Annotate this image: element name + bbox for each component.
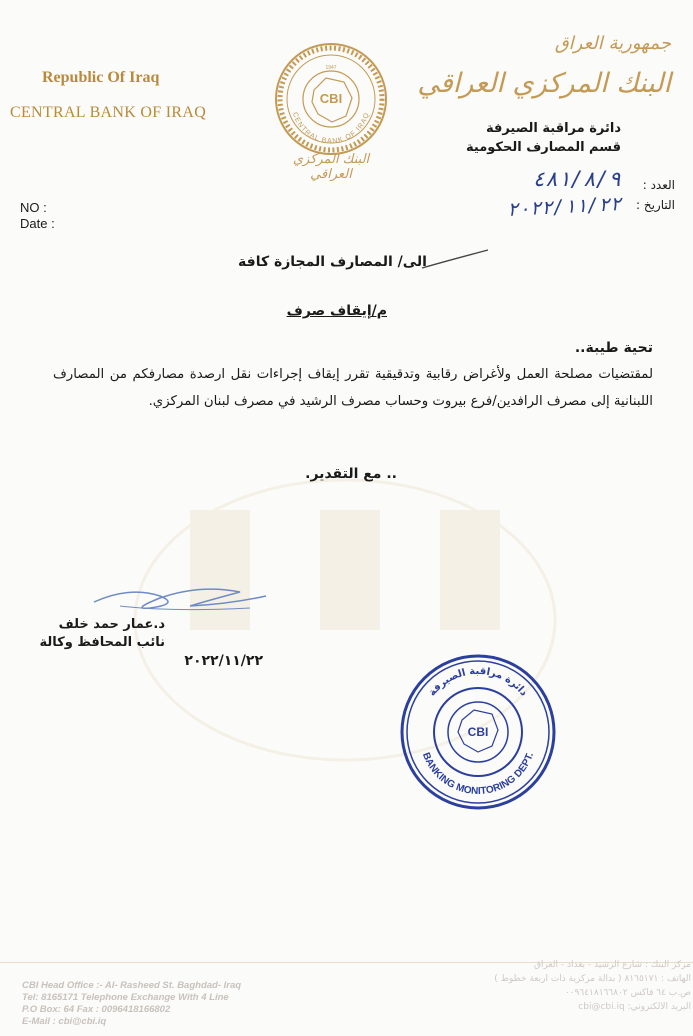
date-label-ar: التاريخ :	[635, 198, 675, 212]
logo-ring-text: CENTRAL BANK OF IRAQ	[291, 111, 371, 146]
greeting: تحية طيبة..	[574, 340, 653, 356]
date-label-en: Date :	[20, 216, 55, 231]
republic-title-en: Republic Of Iraq	[42, 69, 160, 86]
footer-email-en: E-Mail : cbi@cbi.iq	[22, 1016, 107, 1027]
footer-address-ar: مركز البنك : شارع الرشيد - بغداد - العراق	[533, 960, 691, 970]
handwritten-signature	[90, 578, 270, 618]
section-name: قسم المصارف الحكومية	[466, 140, 621, 155]
number-label-ar: العدد :	[642, 178, 675, 192]
logo-arabic-caption: البنك المركزي العراقي	[292, 152, 370, 182]
reference-date: ٢٠٢٢/١١/٢٢	[506, 193, 622, 221]
signature-date: ٢٠٢٢/١١/٢٢	[184, 653, 263, 669]
signer-name: د.عمار حمد خلف	[58, 617, 165, 632]
closing-line: .. مع التقدير.	[305, 466, 397, 482]
logo-year: 1947	[325, 65, 337, 71]
republic-title-ar: جمهورية العراق	[554, 33, 671, 54]
department-name: دائرة مراقبة الصيرفة	[485, 121, 621, 136]
logo-text: CBI	[319, 91, 343, 106]
letter-body: لمقتضيات مصلحة العمل ولأغراض رقابية وتدقيقية تقرر إيقاف إجراءات نقل ارصدة مصارفكم من المصارف اللبنانية إلى مصرف الرافدين/فرع بيروت وحساب مصرف الرشيد في مصرف لبنان المركزي.	[53, 367, 653, 409]
footer-email-ar: البريد الالكتروني: cbi@cbi.iq	[578, 1002, 691, 1012]
bank-title-ar: البنك المركزي العراقي	[417, 68, 671, 99]
footer-phone-ar: الهاتف : ٨١٦٥١٧١ ( بدالة مركزية ذات اربعة خطوط )	[494, 974, 691, 984]
bank-title-en: CENTRAL BANK OF IRAQ	[10, 104, 207, 121]
footer-address-en: CBI Head Office :- Al- Rasheed St. Baghdad- Iraq	[22, 980, 242, 991]
footer-pobox-en: P.O Box: 64 Fax : 0096418166802	[22, 1004, 171, 1015]
recipient-line: الى/ المصارف المجازة كافة	[238, 254, 427, 270]
stamp-center-text: CBI	[467, 725, 489, 739]
department-stamp	[398, 652, 558, 812]
stamp-ring-ar: دائرة مراقبة الصيرفة	[426, 665, 530, 699]
footer-phone-en: Tel: 8165171 Telephone Exchange With 4 Line	[22, 992, 229, 1003]
signer-title: نائب المحافظ وكالة	[39, 635, 165, 650]
cbi-logo	[274, 42, 388, 156]
footer-pobox-ar: ص.ب ٦٤ فاكس ٠٠٩٦٤١٨١٦٦٨٠٢	[564, 988, 691, 998]
reference-number: ٤٨١/٨/٩	[532, 167, 621, 191]
pen-stroke	[420, 248, 490, 270]
stamp-ring-en: BANKING MONITORING DEPT.	[419, 751, 537, 798]
subject-line: م/إيقاف صرف	[286, 303, 387, 319]
svg-text:CENTRAL BANK OF IRAQ	[291, 111, 371, 145]
number-label-en: NO :	[20, 200, 47, 215]
